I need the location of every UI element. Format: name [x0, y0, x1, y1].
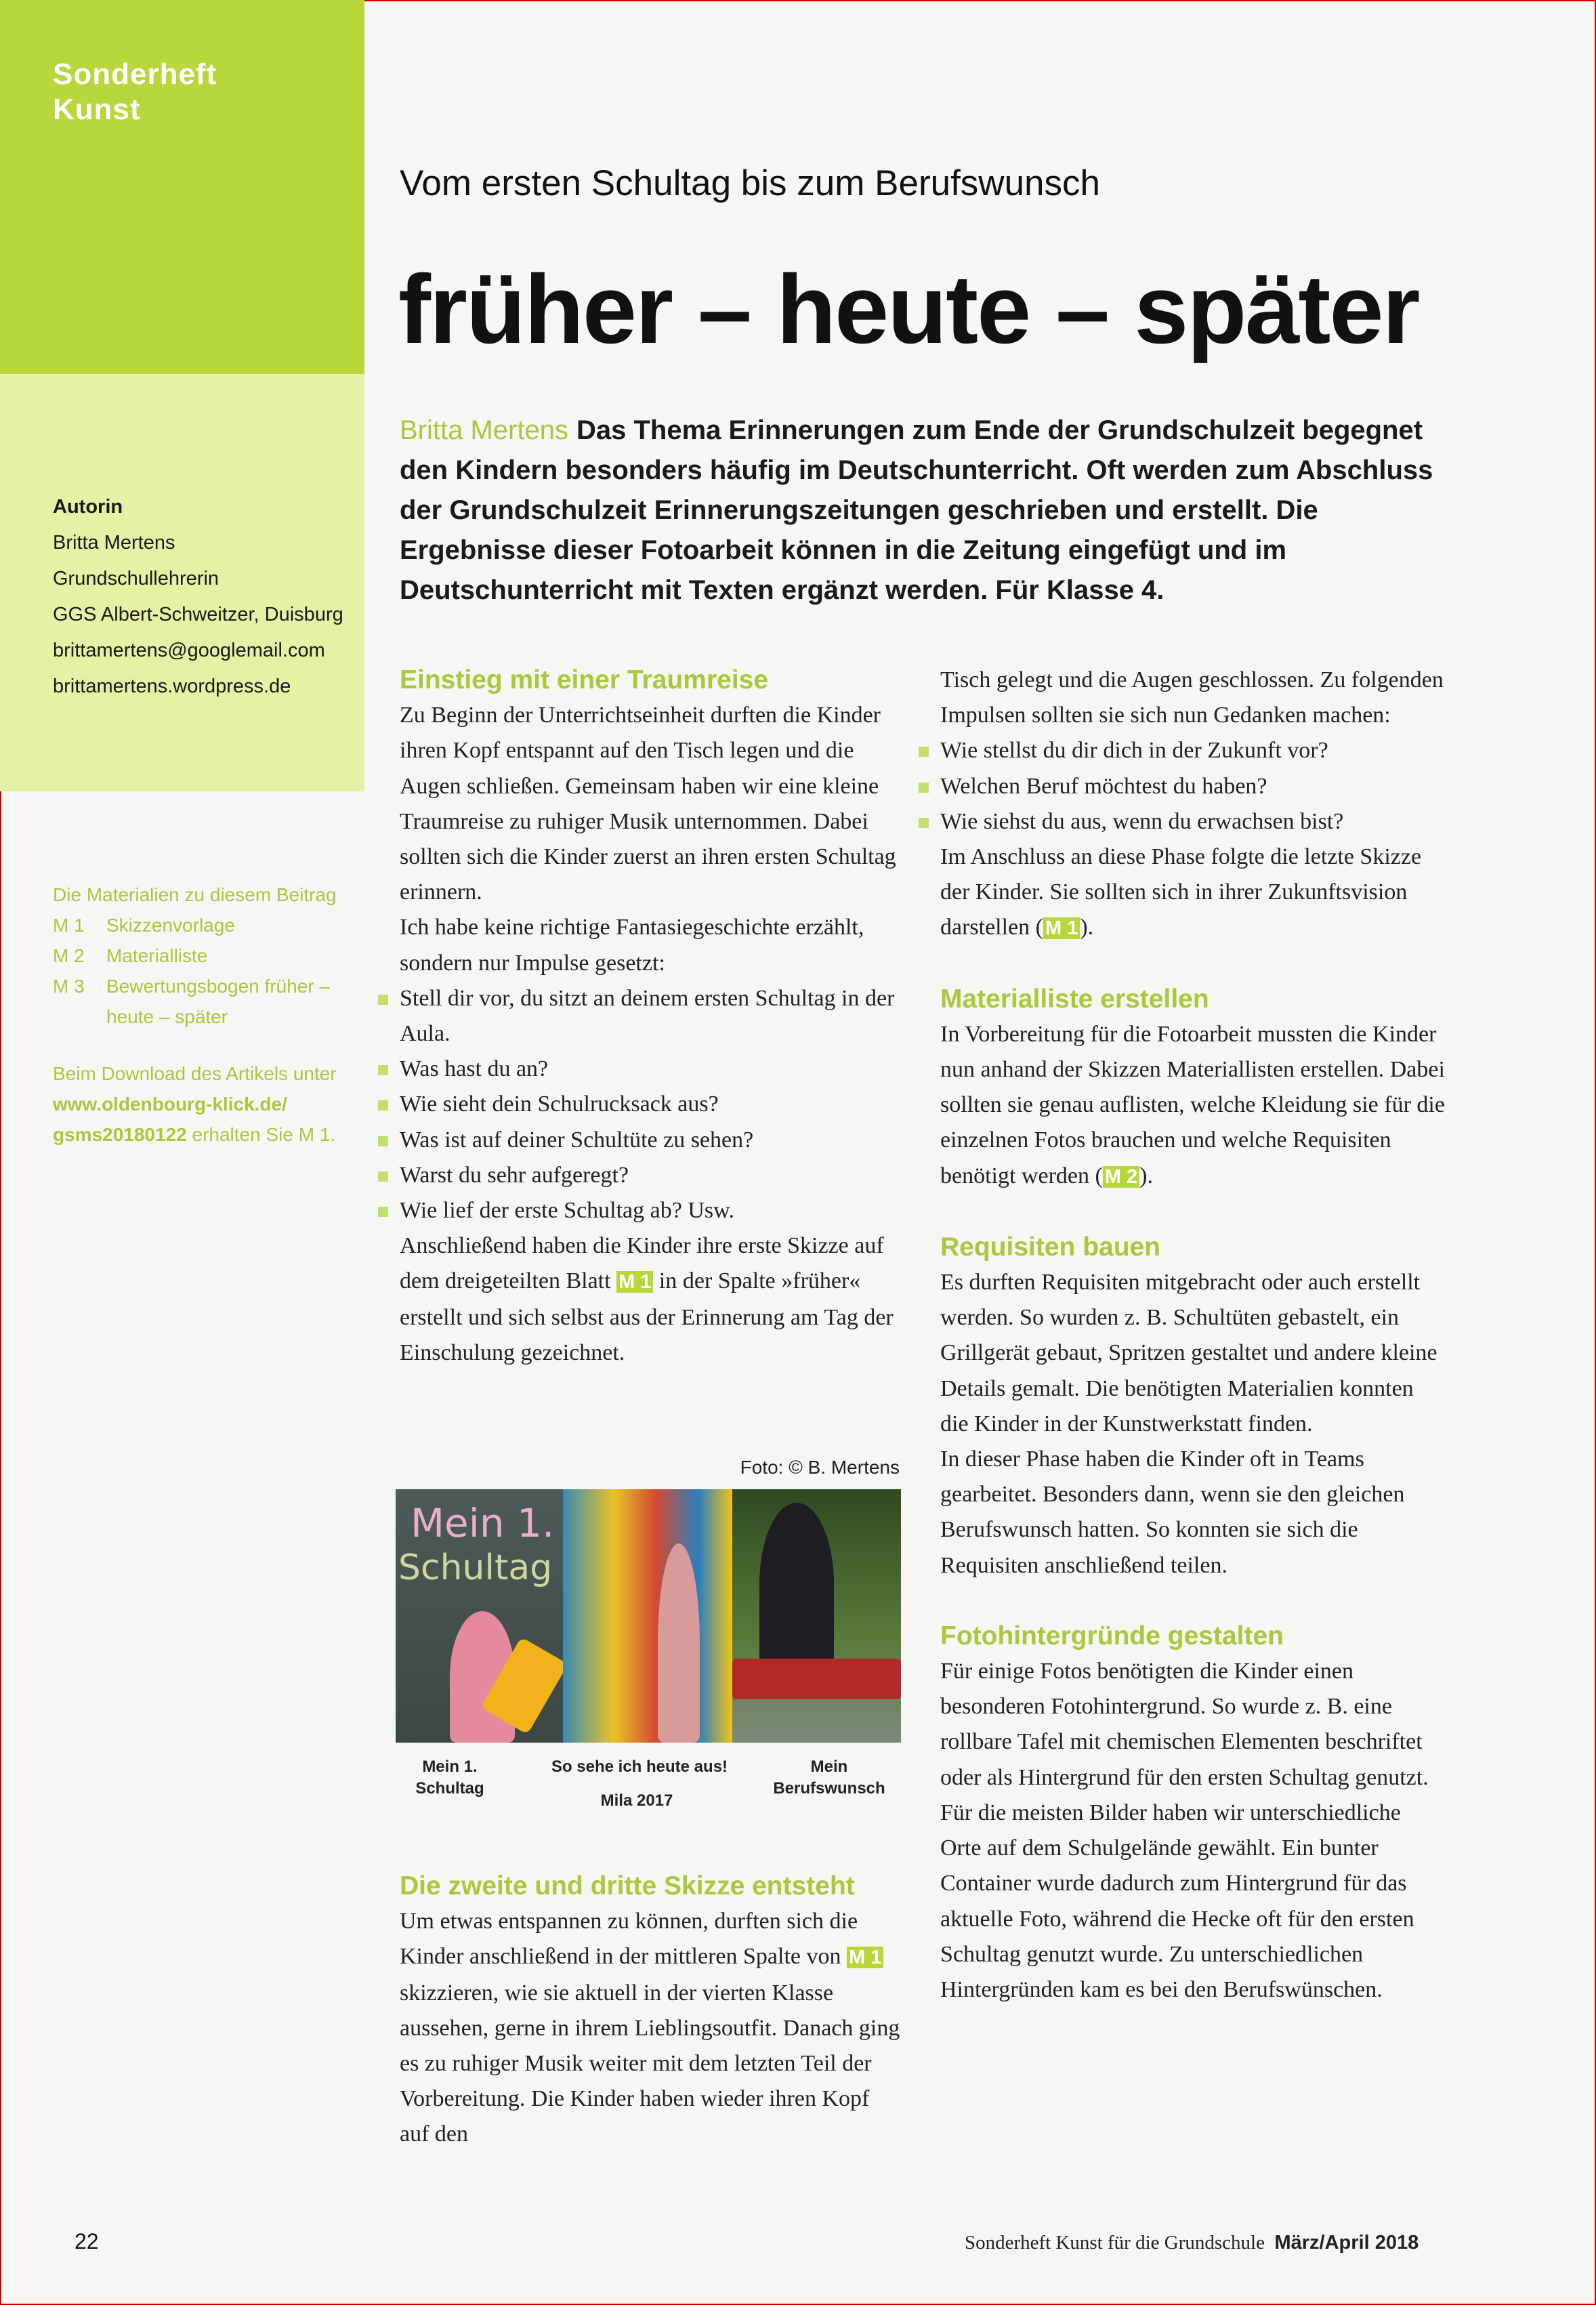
- heading-materialliste: Materialliste erstellen: [940, 984, 1209, 1014]
- text: skizzieren, wie sie aktuell in der vierten Klasse aussehen, gerne in ihrem Lieblingsoutfit. Danach ging es zu ruhiger Musik weiter mit dem letzten Teil der Vorbereitung. Die Kinder haben wieder ihren Kopf auf den: [400, 1980, 900, 2147]
- sidebar-band-dark: [0, 0, 364, 374]
- author-website[interactable]: brittamertens.wordpress.de: [53, 676, 291, 697]
- paragraph: Zu Beginn der Unterrichtseinheit durften die Kinder ihren Kopf entspannt auf den Tisch legen und die Augen schließen. Gemeinsam haben wir eine kleine Traumreise zu ruhiger Musik unternommen. Dabei sollten sich die Kinder zuerst an ihren ersten Schultag erinnern.: [400, 703, 896, 905]
- text: In Vorbereitung für die Fotoarbeit mussten die Kinder nun anhand der Skizzen Materiallisten erstellen. Dabei sollten sie genau auflisten, welche Kleidung sie für die einzelnen Fotos brauchen und welche Requisiten benötigt werden (: [940, 1021, 1445, 1188]
- text: Anschließend haben die Kinder ihre erste Skizze auf dem dreigeteilten Blatt: [400, 1233, 884, 1294]
- photo-captions: [396, 1749, 901, 1810]
- material-code: M 1: [53, 915, 85, 936]
- download-note: [53, 1058, 364, 1150]
- text: Im Anschluss an diese Phase folgte die letzte Skizze der Kinder. Sie sollten sich in ihrer Zukunftsvision darstellen (: [940, 844, 1422, 940]
- left-column: [400, 663, 901, 1371]
- materials-heading: Die Materialien zu diesem Beitrag: [53, 884, 337, 905]
- download-text-end: erhalten Sie M 1.: [186, 1124, 336, 1145]
- material-label: Bewertungsbogen früher – heute – später: [106, 976, 330, 1027]
- list-item: Warst du sehr aufgeregt?: [400, 1158, 901, 1193]
- list-item: Wie stellst du dir dich in der Zukunft vor?: [940, 733, 1445, 768]
- lead-paragraph: [400, 411, 1443, 610]
- chalk-text: Mein 1.: [411, 1500, 555, 1546]
- child-figure: [759, 1503, 834, 1665]
- chalk-text: Schultag: [398, 1548, 553, 1588]
- caption-today: So sehe ich heute aus!: [551, 1758, 728, 1776]
- material-code: M 3: [53, 976, 85, 997]
- photo-collage: [396, 1489, 901, 1743]
- photo-first-day: [396, 1489, 563, 1743]
- text: in der Spalte »früher« erstellt und sich selbst aus der Erinnerung am Tag der Einschulung gezeichnet.: [400, 1268, 894, 1365]
- text: Um etwas entspannen zu können, durften sich die Kinder anschließend in der mittleren Spalte von: [400, 1909, 858, 1970]
- author-box: [53, 489, 343, 705]
- caption-career-wish: Mein Berufswunsch: [773, 1758, 885, 1798]
- list-item: Welchen Beruf möchtest du haben?: [940, 769, 1445, 804]
- section-label: [53, 57, 217, 127]
- list-item: Was ist auf deiner Schultüte zu sehen?: [400, 1123, 901, 1158]
- heading-requisiten: Requisiten bauen: [940, 1232, 1161, 1262]
- caption-name: Mila 2017: [600, 1791, 673, 1810]
- paragraph: Es durften Requisiten mitgebracht oder auch erstellt werden. So wurden z. B. Schultüten gebastelt, ein Grillgerät gebaut, Spritzen gestaltet und andere kleine Details gemalt. Die benötigten Materialien konnten die Kinder in der Kunstwerkstatt finden.: [940, 1270, 1437, 1436]
- impulse-list: [400, 981, 901, 1228]
- footer-issue: März/April 2018: [1274, 2232, 1419, 2254]
- paragraph: Für einige Fotos benötigten die Kinder einen besonderen Fotohintergrund. So wurde z. B. eine rollbare Tafel mit chemischen Elementen beschriftet oder als Hintergrund für den ersten Schultag genutzt. Für die meisten Bilder haben wir unterschiedliche Orte auf dem Schulgelände gewählt. Ein bunter Container wurde dadurch zum Hintergrund für das aktuelle Foto, während die Hecke oft für den ersten Schultag genutzt wurde. Zu unterschiedlichen Hintergründen kam es bei den Berufswünschen.: [940, 1659, 1429, 2002]
- text: ).: [1139, 1163, 1153, 1188]
- paragraph: Ich habe keine richtige Fantasiegeschichte erzählt, sondern nur Impulse gesetzt:: [400, 915, 864, 976]
- list-item: Wie sieht dein Schulrucksack aus?: [400, 1087, 901, 1122]
- author-name: Britta Mertens: [53, 532, 175, 554]
- right-column: [940, 663, 1445, 2008]
- list-item: Was hast du an?: [400, 1052, 901, 1087]
- paragraph: Tisch gelegt und die Augen geschlossen. Zu folgenden Impulsen sollten sie sich nun Gedanken machen:: [940, 667, 1444, 728]
- page-number: 22: [75, 2229, 99, 2254]
- material-tag: M 1: [1043, 917, 1080, 939]
- caption-first-day: Mein 1. Schultag: [415, 1758, 484, 1798]
- photo-career-wish: [732, 1489, 901, 1743]
- red-bench: [732, 1659, 901, 1699]
- paragraph: In dieser Phase haben die Kinder oft in Teams gearbeitet. Besonders dann, wenn sie den gleichen Berufswunsch hatten. So konnten sie sich die Requisiten anschließend teilen.: [940, 1447, 1405, 1578]
- material-label: Materialliste: [106, 945, 208, 966]
- list-item: Wie lief der erste Schultag ab? Usw.: [400, 1193, 901, 1228]
- author-heading: Autorin: [53, 496, 123, 518]
- heading-skizze: Die zweite und dritte Skizze entsteht: [400, 1871, 855, 1901]
- list-item: Stell dir vor, du sitzt an deinem ersten Schultag in der Aula.: [400, 981, 901, 1052]
- left-column-lower: [400, 1869, 901, 2153]
- paragraph: [400, 1904, 901, 2152]
- section-label-line1: Sonderheft: [53, 58, 217, 91]
- child-figure: [658, 1543, 700, 1743]
- paragraph: [940, 1017, 1445, 1195]
- heading-fotohintergruende: Fotohintergründe gestalten: [940, 1621, 1284, 1650]
- material-item: [53, 940, 377, 971]
- material-label: Skizzenvorlage: [106, 915, 235, 936]
- list-item: Wie siehst du aus, wenn du erwachsen bist?: [940, 804, 1445, 839]
- section-label-line2: Kunst: [53, 93, 141, 126]
- article-subtitle: Vom ersten Schultag bis zum Berufswunsch: [400, 163, 1100, 203]
- materials-list: [53, 879, 377, 1032]
- download-link[interactable]: www.oldenbourg-klick.de/ gsms20180122: [53, 1094, 287, 1145]
- material-item: [53, 910, 377, 940]
- lead-text: Das Thema Erinnerungen zum Ende der Grundschulzeit begegnet den Kindern besonders häufig im Deutschunterricht. Oft werden zum Abschluss der Grundschulzeit Erinnerungszeitungen geschrieben und erstellt. Die Ergebnisse dieser Fotoarbeit können in die Zeitung eingefügt und im Deutschunterricht mit Texten ergänzt werden. Für Klasse 4.: [400, 415, 1433, 605]
- article-title: früher – heute – später: [398, 255, 1419, 364]
- paragraph: [400, 1228, 901, 1371]
- lead-author: Britta Mertens: [400, 415, 568, 445]
- author-email[interactable]: brittamertens@googlemail.com: [53, 640, 325, 661]
- footer: [965, 2229, 1419, 2256]
- author-role: Grundschullehrerin: [53, 568, 219, 589]
- material-code: M 2: [53, 945, 85, 966]
- footer-publication: Sonderheft Kunst für die Grundschule: [965, 2232, 1265, 2254]
- text: ).: [1080, 915, 1094, 940]
- future-impulse-list: [940, 733, 1445, 839]
- paragraph: [940, 839, 1445, 947]
- photo-today: [563, 1489, 732, 1743]
- material-tag: M 1: [616, 1271, 653, 1293]
- material-tag: M 2: [1103, 1166, 1139, 1188]
- author-school: GGS Albert-Schweitzer, Duisburg: [53, 604, 343, 625]
- material-item: [53, 971, 377, 1032]
- heading-traumreise: Einstieg mit einer Traumreise: [400, 665, 769, 694]
- download-text: Beim Download des Artikels unter: [53, 1063, 337, 1084]
- material-tag: M 1: [847, 1947, 883, 1968]
- photo-credit: Foto: © B. Mertens: [740, 1457, 900, 1478]
